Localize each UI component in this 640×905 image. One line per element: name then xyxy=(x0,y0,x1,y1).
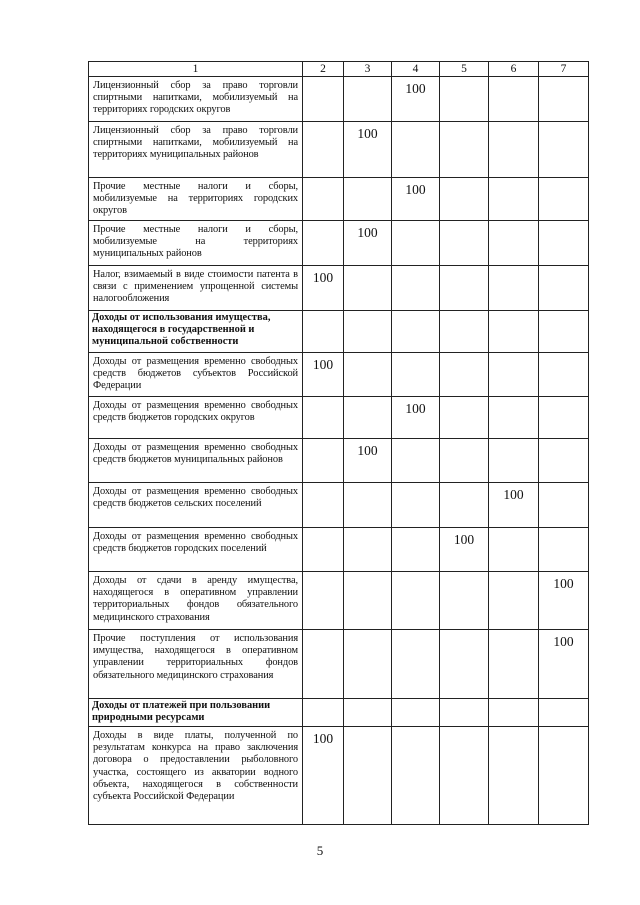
empty-cell xyxy=(303,221,344,266)
share-value-cell: 100 xyxy=(392,397,440,439)
empty-cell xyxy=(303,122,344,178)
empty-cell xyxy=(303,630,344,699)
table-row xyxy=(89,266,589,311)
empty-cell xyxy=(344,397,392,439)
share-value-cell: 100 xyxy=(303,727,344,825)
empty-cell xyxy=(392,353,440,397)
revenue-description: Налог, взимаемый в виде стоимости патента в связи с применением упрощенной системы налогообложения xyxy=(89,266,303,311)
section-title: Доходы от платежей при пользовании природными ресурсами xyxy=(89,699,303,727)
share-value-cell: 100 xyxy=(392,77,440,122)
empty-cell xyxy=(344,699,392,727)
share-value-cell: 100 xyxy=(539,572,589,630)
empty-cell xyxy=(440,353,489,397)
empty-cell xyxy=(489,572,539,630)
table-row xyxy=(89,630,589,699)
table-row xyxy=(89,77,589,122)
column-header: 7 xyxy=(539,62,589,77)
empty-cell xyxy=(489,699,539,727)
share-value-cell: 100 xyxy=(344,122,392,178)
empty-cell xyxy=(303,572,344,630)
empty-cell xyxy=(539,178,589,221)
budget-distribution-table xyxy=(88,61,589,825)
empty-cell xyxy=(344,77,392,122)
revenue-description: Доходы от размещения временно свободных средств бюджетов сельских поселений xyxy=(89,483,303,528)
table-row xyxy=(89,483,589,528)
empty-cell xyxy=(539,266,589,311)
section-title: Доходы от использования имущества, находящегося в государственной и муниципальной собственности xyxy=(89,311,303,353)
revenue-description: Доходы от сдачи в аренду имущества, находящегося в оперативном управлении территориальных фондов обязательного медицинского страхования xyxy=(89,572,303,630)
empty-cell xyxy=(440,439,489,483)
empty-cell xyxy=(440,178,489,221)
table-row xyxy=(89,178,589,221)
empty-cell xyxy=(489,630,539,699)
share-value-cell: 100 xyxy=(344,221,392,266)
empty-cell xyxy=(344,727,392,825)
empty-cell xyxy=(303,699,344,727)
empty-cell xyxy=(303,439,344,483)
revenue-description: Прочие поступления от использования имущества, находящегося в оперативном управлении территориальных фондов обязательного медицинского страхования xyxy=(89,630,303,699)
empty-cell xyxy=(440,266,489,311)
empty-cell xyxy=(539,397,589,439)
empty-cell xyxy=(440,122,489,178)
empty-cell xyxy=(489,353,539,397)
share-value-cell: 100 xyxy=(539,630,589,699)
empty-cell xyxy=(539,483,589,528)
empty-cell xyxy=(539,439,589,483)
revenue-description: Доходы от размещения временно свободных средств бюджетов субъектов Российской Федерации xyxy=(89,353,303,397)
empty-cell xyxy=(539,727,589,825)
empty-cell xyxy=(539,122,589,178)
empty-cell xyxy=(303,397,344,439)
empty-cell xyxy=(440,311,489,353)
share-value-cell: 100 xyxy=(344,439,392,483)
empty-cell xyxy=(344,353,392,397)
share-value-cell: 100 xyxy=(392,178,440,221)
empty-cell xyxy=(392,572,440,630)
column-header: 4 xyxy=(392,62,440,77)
empty-cell xyxy=(440,727,489,825)
empty-cell xyxy=(440,77,489,122)
empty-cell xyxy=(440,699,489,727)
share-value-cell: 100 xyxy=(440,528,489,572)
empty-cell xyxy=(539,77,589,122)
empty-cell xyxy=(344,311,392,353)
table-row xyxy=(89,122,589,178)
table-row xyxy=(89,528,589,572)
empty-cell xyxy=(539,699,589,727)
empty-cell xyxy=(489,439,539,483)
revenue-description: Доходы от размещения временно свободных средств бюджетов городских округов xyxy=(89,397,303,439)
column-header: 5 xyxy=(440,62,489,77)
empty-cell xyxy=(489,266,539,311)
empty-cell xyxy=(392,483,440,528)
empty-cell xyxy=(344,178,392,221)
table-row xyxy=(89,397,589,439)
page-number: 5 xyxy=(316,843,324,858)
empty-cell xyxy=(303,528,344,572)
share-value-cell: 100 xyxy=(303,353,344,397)
empty-cell xyxy=(392,221,440,266)
empty-cell xyxy=(392,122,440,178)
empty-cell xyxy=(392,727,440,825)
empty-cell xyxy=(539,528,589,572)
empty-cell xyxy=(489,221,539,266)
table-row xyxy=(89,353,589,397)
column-header: 1 xyxy=(89,62,303,77)
section-header-row xyxy=(89,699,589,727)
share-value-cell: 100 xyxy=(303,266,344,311)
empty-cell xyxy=(489,77,539,122)
empty-cell xyxy=(440,572,489,630)
empty-cell xyxy=(539,221,589,266)
empty-cell xyxy=(392,630,440,699)
column-header: 2 xyxy=(303,62,344,77)
empty-cell xyxy=(489,727,539,825)
empty-cell xyxy=(489,311,539,353)
empty-cell xyxy=(539,353,589,397)
table-row xyxy=(89,727,589,825)
empty-cell xyxy=(539,311,589,353)
revenue-description: Доходы в виде платы, полученной по результатам конкурса на право заключения договора о предоставлении рыболовного участка, состоящего из акватории водного объекта, находящегося в собственности субъекта Российской Федерации xyxy=(89,727,303,825)
revenue-description: Лицензионный сбор за право торговли спиртными напитками, мобилизуемый на территориях муниципальных районов xyxy=(89,122,303,178)
empty-cell xyxy=(344,630,392,699)
table-row xyxy=(89,439,589,483)
revenue-description: Доходы от размещения временно свободных средств бюджетов городских поселений xyxy=(89,528,303,572)
revenue-description: Доходы от размещения временно свободных средств бюджетов муниципальных районов xyxy=(89,439,303,483)
empty-cell xyxy=(440,630,489,699)
empty-cell xyxy=(489,397,539,439)
empty-cell xyxy=(392,266,440,311)
empty-cell xyxy=(392,699,440,727)
section-header-row xyxy=(89,311,589,353)
empty-cell xyxy=(344,572,392,630)
empty-cell xyxy=(344,266,392,311)
table-row xyxy=(89,572,589,630)
table-body xyxy=(89,77,589,825)
empty-cell xyxy=(440,483,489,528)
table-row xyxy=(89,221,589,266)
empty-cell xyxy=(489,122,539,178)
column-header: 3 xyxy=(344,62,392,77)
empty-cell xyxy=(303,311,344,353)
empty-cell xyxy=(440,221,489,266)
revenue-description: Прочие местные налоги и сборы, мобилизуемые на территориях городских округов xyxy=(89,178,303,221)
empty-cell xyxy=(303,77,344,122)
table-header-row xyxy=(89,62,589,77)
empty-cell xyxy=(392,528,440,572)
empty-cell xyxy=(489,528,539,572)
revenue-description: Прочие местные налоги и сборы, мобилизуемые на территориях муниципальных районов xyxy=(89,221,303,266)
empty-cell xyxy=(344,483,392,528)
share-value-cell: 100 xyxy=(489,483,539,528)
empty-cell xyxy=(392,439,440,483)
column-header: 6 xyxy=(489,62,539,77)
empty-cell xyxy=(344,528,392,572)
empty-cell xyxy=(303,483,344,528)
empty-cell xyxy=(489,178,539,221)
empty-cell xyxy=(440,397,489,439)
empty-cell xyxy=(303,178,344,221)
empty-cell xyxy=(392,311,440,353)
revenue-description: Лицензионный сбор за право торговли спиртными напитками, мобилизуемый на территориях городских округов xyxy=(89,77,303,122)
